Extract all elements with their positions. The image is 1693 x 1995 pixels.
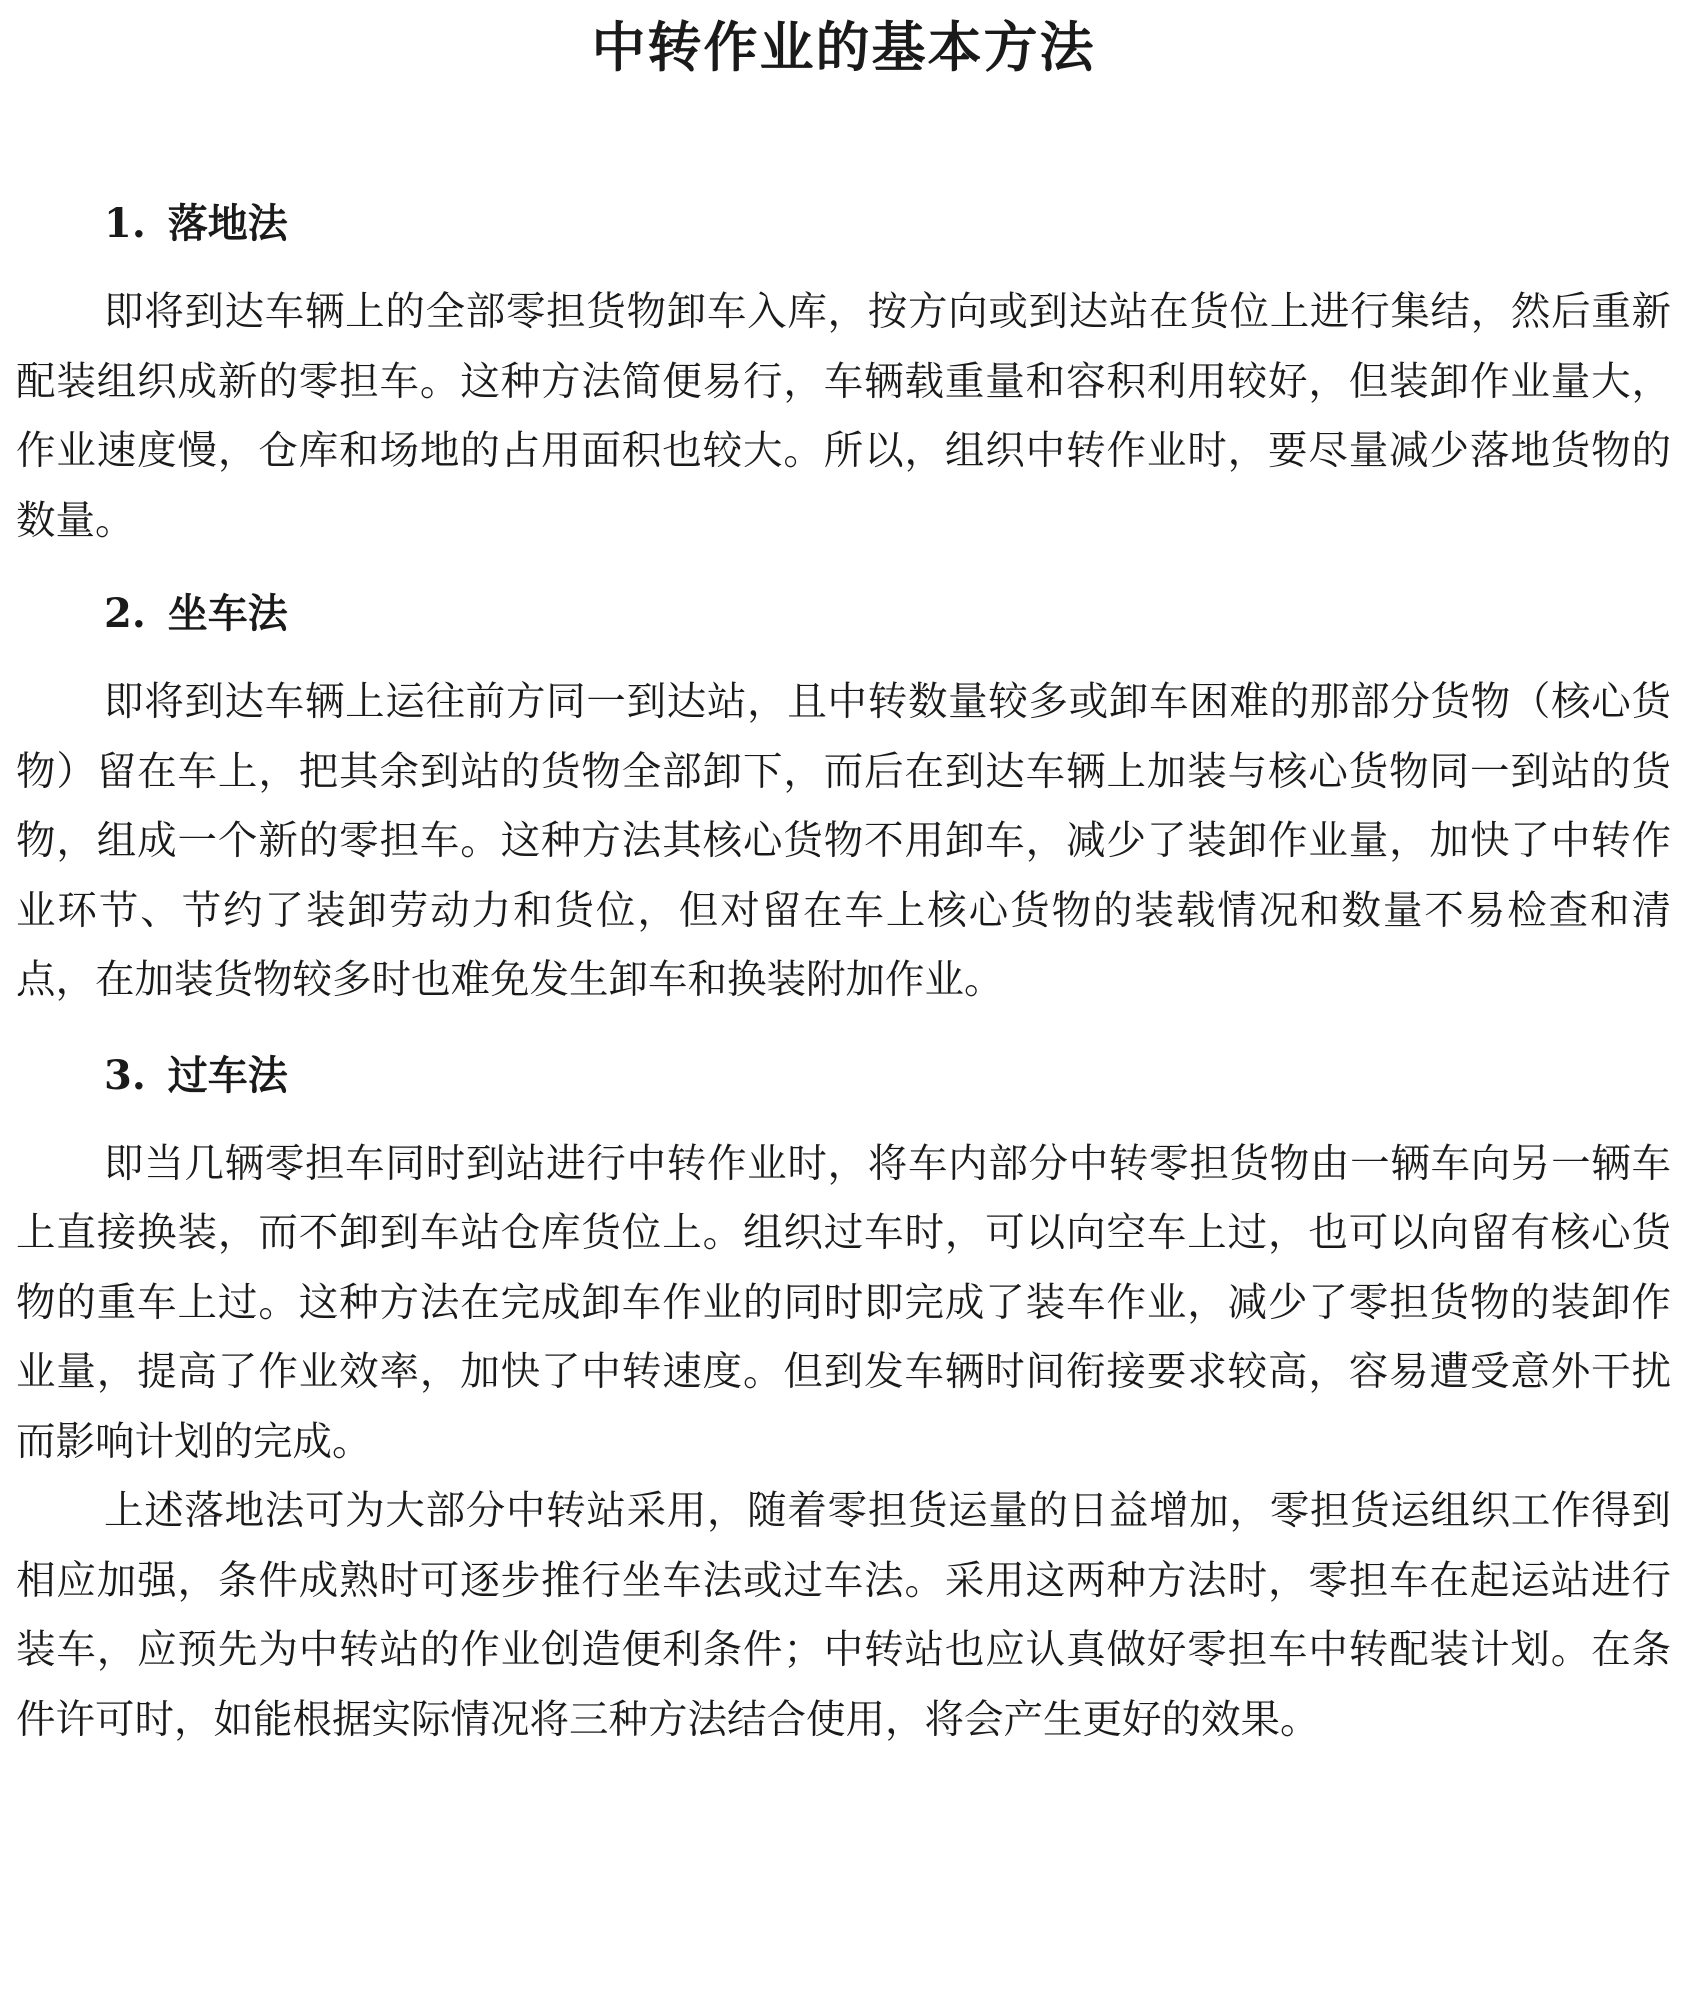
section-heading-3 — [16, 1050, 1671, 1102]
section-heading-2 — [16, 588, 1671, 640]
section-number-1: 1. — [104, 200, 146, 247]
section-number-3: 3. — [104, 1051, 146, 1099]
closing-paragraph: 上述落地法可为大部分中转站采用，随着零担货运量的日益增加，零担货运组织工作得到相应加强，条件成熟时可逐步推行坐车法或过车法。采用这两种方法时，零担车在起运站进行装车，应预先为中转站的作业创造便利条件；中转站也应认真做好零担车中转配装计划。在条件许可时，如能根据实际情况将三种方法结合使用，将会产生更好的效果。 — [16, 1488, 1671, 1743]
section-number-2: 2. — [104, 590, 146, 637]
section-paragraph-1: 即将到达车辆上的全部零担货物卸车入库，按方向或到达站在货位上进行集结，然后重新配装组织成新的零担车。这种方法简便易行，车辆载重量和容积利用较好，但装卸作业量大，作业速度慢，仓库和场地的占用面积也较大。所以，组织中转作业时，要尽量减少落地货物的数量。 — [16, 289, 1671, 544]
page-title: 中转作业的基本方法 — [591, 15, 1096, 79]
section-title-2: 坐车法 — [167, 590, 288, 637]
section-title-1: 落地法 — [167, 200, 288, 247]
section-title-3: 过车法 — [167, 1051, 288, 1099]
section-heading-1 — [16, 198, 1671, 250]
section-paragraph-2: 即将到达车辆上运往前方同一到达站，且中转数量较多或卸车困难的那部分货物（核心货物）留在车上，把其余到站的货物全部卸下，而后在到达车辆上加装与核心货物同一到站的货物，组成一个新的零担车。这种方法其核心货物不用卸车，减少了装卸作业量，加快了中转作业环节、节约了装卸劳动力和货位，但对留在车上核心货物的装载情况和数量不易检查和清点，在加装货物较多时也难免发生卸车和换装附加作业。 — [16, 679, 1671, 1003]
section-paragraph-3: 即当几辆零担车同时到站进行中转作业时，将车内部分中转零担货物由一辆车向另一辆车上直接换装，而不卸到车站仓库货位上。组织过车时，可以向空车上过，也可以向留有核心货物的重车上过。这种方法在完成卸车作业的同时即完成了装车作业，减少了零担货物的装卸作业量，提高了作业效率，加快了中转速度。但到发车辆时间衔接要求较高，容易遭受意外干扰而影响计划的完成。 — [16, 1140, 1671, 1465]
